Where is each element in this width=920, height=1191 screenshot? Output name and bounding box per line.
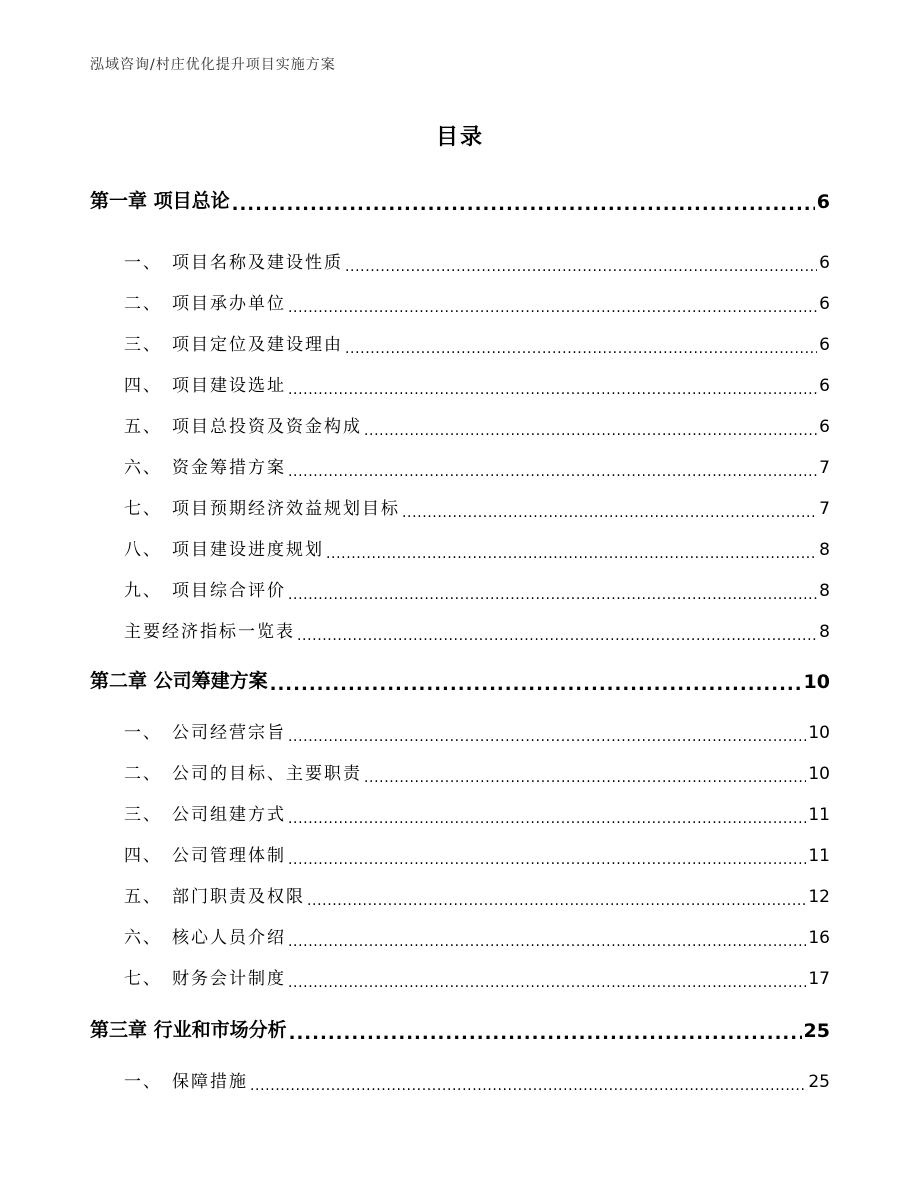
toc-leader-dots xyxy=(364,767,806,784)
toc-entry-label xyxy=(124,576,286,601)
toc-leader-dots xyxy=(270,674,802,693)
toc-leader-dots xyxy=(288,931,806,948)
toc-chapter-entry[interactable] xyxy=(90,663,830,693)
toc-section-entry[interactable] xyxy=(124,881,830,907)
toc-page-number: 17 xyxy=(808,969,830,989)
toc-entry-number: 一、 xyxy=(124,1072,162,1092)
toc-entry-text: 第三章 行业和市场分析 xyxy=(90,1019,287,1041)
toc-section-entry[interactable] xyxy=(124,452,830,478)
toc-leader-dots xyxy=(364,420,817,437)
toc-section-entry[interactable] xyxy=(124,616,830,642)
toc-section-entry[interactable] xyxy=(124,575,830,601)
toc-entry-number: 五、 xyxy=(124,417,162,437)
toc-leader-dots xyxy=(297,625,817,642)
toc-chapter-entry[interactable] xyxy=(90,1012,830,1042)
toc-section-entry[interactable] xyxy=(124,717,830,743)
toc-leader-dots xyxy=(402,502,817,519)
toc-entry-label xyxy=(124,289,286,314)
toc-page-number: 6 xyxy=(819,376,830,396)
toc-entry-text: 第一章 项目总论 xyxy=(90,190,230,212)
toc-section-entry[interactable] xyxy=(124,1066,830,1092)
toc-page-number: 25 xyxy=(808,1072,830,1092)
toc-entry-number: 二、 xyxy=(124,764,162,784)
toc-page-number: 6 xyxy=(816,191,830,213)
toc-entry-label xyxy=(90,186,230,213)
toc-leader-dots xyxy=(288,726,806,743)
toc-entry-text: 项目定位及建设理由 xyxy=(172,335,343,355)
toc-entry-text: 公司组建方式 xyxy=(172,805,286,825)
toc-entry-number: 五、 xyxy=(124,887,162,907)
toc-page-number: 7 xyxy=(819,458,830,478)
toc-entry-label xyxy=(90,666,268,693)
toc-entry-text: 财务会计制度 xyxy=(172,969,286,989)
toc-entry-text: 主要经济指标一览表 xyxy=(124,622,295,642)
toc-entry-number: 六、 xyxy=(124,458,162,478)
toc-entry-text: 项目建设选址 xyxy=(172,376,286,396)
toc-entry-label xyxy=(124,330,343,355)
toc-page-number: 10 xyxy=(808,764,830,784)
toc-section-entry[interactable] xyxy=(124,840,830,866)
toc-entry-text: 项目预期经济效益规划目标 xyxy=(172,499,400,519)
toc-page-number: 11 xyxy=(808,805,830,825)
toc-title: 目录 xyxy=(435,125,484,150)
toc-section-entry[interactable] xyxy=(124,758,830,784)
toc-section-entry[interactable] xyxy=(124,963,830,989)
toc-page-number: 6 xyxy=(819,335,830,355)
toc-page-number: 7 xyxy=(819,499,830,519)
toc-leader-dots xyxy=(289,1023,802,1042)
toc-entry-number: 二、 xyxy=(124,294,162,314)
toc-entry-text: 项目名称及建设性质 xyxy=(172,253,343,273)
toc-entry-label xyxy=(124,964,286,989)
toc-entry-label xyxy=(124,800,286,825)
toc-leader-dots xyxy=(307,890,806,907)
toc-entry-label xyxy=(124,617,295,642)
toc-leader-dots xyxy=(288,972,806,989)
toc-entry-text: 核心人员介绍 xyxy=(172,928,286,948)
toc-entry-text: 项目总投资及资金构成 xyxy=(172,417,362,437)
toc-section-entry[interactable] xyxy=(124,411,830,437)
toc-section-entry[interactable] xyxy=(124,493,830,519)
toc-page-number: 6 xyxy=(819,294,830,314)
toc-entry-number: 三、 xyxy=(124,335,162,355)
toc-entry-text: 公司经营宗旨 xyxy=(172,723,286,743)
toc-section-entry[interactable] xyxy=(124,534,830,560)
toc-leader-dots xyxy=(345,256,817,273)
toc-entry-label xyxy=(124,248,343,273)
toc-leader-dots xyxy=(232,194,815,213)
toc-page-number: 6 xyxy=(819,417,830,437)
toc-leader-dots xyxy=(345,338,817,355)
toc-leader-dots xyxy=(288,584,817,601)
toc-entry-number: 一、 xyxy=(124,253,162,273)
toc-entry-number: 七、 xyxy=(124,499,162,519)
toc-leader-dots xyxy=(326,543,817,560)
toc-entry-label xyxy=(124,535,324,560)
toc-entry-text: 项目建设进度规划 xyxy=(172,540,324,560)
toc-entry-number: 四、 xyxy=(124,846,162,866)
toc-entry-label xyxy=(124,412,362,437)
toc-section-entry[interactable] xyxy=(124,288,830,314)
toc-leader-dots xyxy=(288,297,817,314)
running-header: 泓域咨询/村庄优化提升项目实施方案 xyxy=(90,57,336,73)
toc-entry-label xyxy=(124,718,286,743)
toc-section-entry[interactable] xyxy=(124,922,830,948)
toc-section-entry[interactable] xyxy=(124,247,830,273)
toc-entry-label xyxy=(124,453,286,478)
toc-entry-label xyxy=(124,923,286,948)
toc-entry-text: 资金筹措方案 xyxy=(172,458,286,478)
toc-page-number: 16 xyxy=(808,928,830,948)
toc-page-number: 8 xyxy=(819,540,830,560)
toc-entry-number: 八、 xyxy=(124,540,162,560)
toc-entry-text: 项目综合评价 xyxy=(172,581,286,601)
toc-page-number: 8 xyxy=(819,581,830,601)
toc-entry-number: 七、 xyxy=(124,969,162,989)
toc-leader-dots xyxy=(250,1075,806,1092)
toc-entry-number: 一、 xyxy=(124,723,162,743)
toc-entry-label xyxy=(124,494,400,519)
toc-section-entry[interactable] xyxy=(124,329,830,355)
toc-page-number: 25 xyxy=(803,1020,830,1042)
toc-section-entry[interactable] xyxy=(124,370,830,396)
toc-entry-number: 六、 xyxy=(124,928,162,948)
toc-entry-label xyxy=(124,371,286,396)
toc-entry-text: 项目承办单位 xyxy=(172,294,286,314)
toc-page-number: 12 xyxy=(808,887,830,907)
toc-entry-label xyxy=(124,759,362,784)
toc-entry-label xyxy=(124,1067,248,1092)
toc-entry-label xyxy=(124,882,305,907)
toc-entry-text: 部门职责及权限 xyxy=(172,887,305,907)
toc-entry-label xyxy=(90,1015,287,1042)
toc-leader-dots xyxy=(288,379,817,396)
toc-entry-text: 公司管理体制 xyxy=(172,846,286,866)
toc-entry-label xyxy=(124,841,286,866)
toc-page-number: 10 xyxy=(808,723,830,743)
toc-entry-text: 公司的目标、主要职责 xyxy=(172,764,362,784)
toc-entry-number: 九、 xyxy=(124,581,162,601)
toc-page-number: 6 xyxy=(819,253,830,273)
toc-leader-dots xyxy=(288,461,817,478)
toc-entry-text: 第二章 公司筹建方案 xyxy=(90,670,268,692)
toc-leader-dots xyxy=(288,849,806,866)
toc-entry-number: 四、 xyxy=(124,376,162,396)
toc-page-number: 8 xyxy=(819,622,830,642)
toc-entry-text: 保障措施 xyxy=(172,1072,248,1092)
toc-entry-number: 三、 xyxy=(124,805,162,825)
toc-leader-dots xyxy=(288,808,806,825)
toc-section-entry[interactable] xyxy=(124,799,830,825)
toc-page-number: 11 xyxy=(808,846,830,866)
toc-chapter-entry[interactable] xyxy=(90,183,830,213)
toc-page-number: 10 xyxy=(803,671,830,693)
